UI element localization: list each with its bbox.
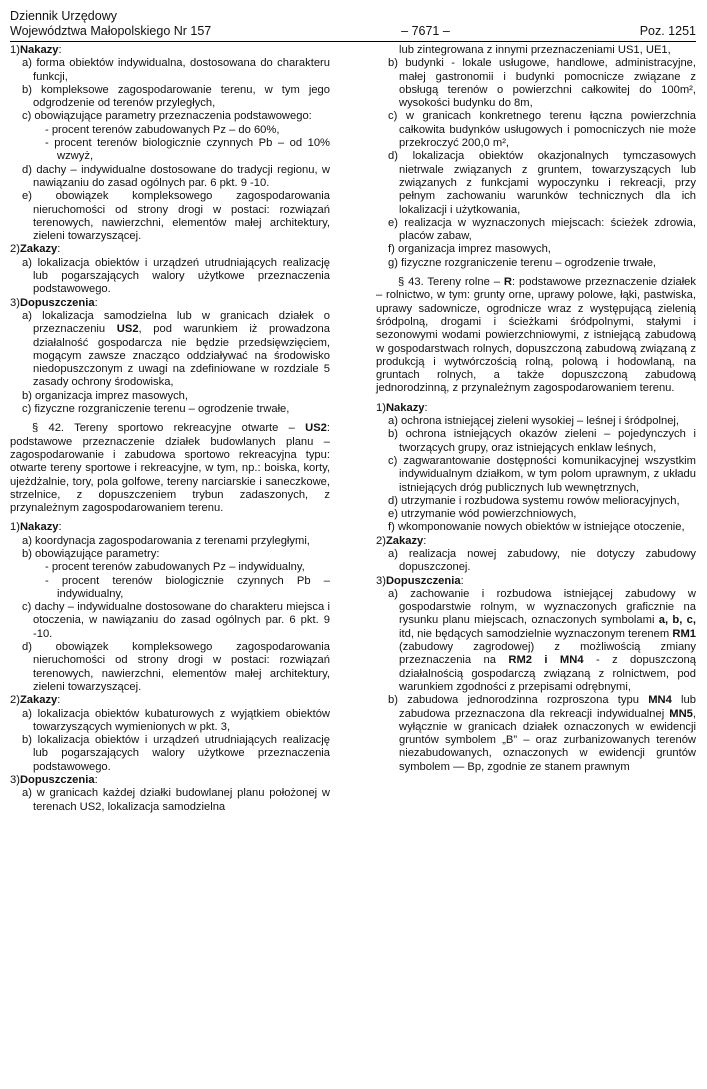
page-header <box>10 9 696 39</box>
section-title: Nakazy <box>19 44 59 56</box>
section-heading <box>10 774 330 787</box>
text-segment: § 42. Tereny sportowo rekreacyjne otwarte – <box>32 422 306 435</box>
sub-list-item <box>10 124 330 137</box>
list-item <box>10 57 330 84</box>
bold-term: RM1 <box>672 627 696 640</box>
section-number: 3) <box>10 296 20 309</box>
section-title: Nakazy <box>19 521 59 534</box>
item-text: d) dachy – indywidualne dostosowane do tradycji regionu, w nawiązaniu do zasad ogólnych par. 6 pkt. 9 -10. <box>22 163 330 189</box>
list-item <box>376 588 696 694</box>
paragraph <box>10 422 330 515</box>
item-text: c) dachy – indywidualne dostosowane do charakteru miejsca i otoczenia, w nawiązaniu do zasad ogólnych par. 6 pkt. 9 -10. <box>22 601 330 640</box>
section-heading <box>10 694 330 707</box>
bold-term: a, b, c, <box>658 614 696 627</box>
list-item <box>376 217 696 244</box>
item-text: c) zagwarantowanie dostępności komunikacyjnej wszystkim indywidualnym działkom, w tym polom uprawnym, z układu istniejących dróg publicznych lub wewnętrznych, <box>388 454 696 494</box>
item-text: e) obowiązek kompleksowego zagospodarowania nieruchomości od strony drogi w postaci: rozwiązań terenowych, nawierzchni, elementów małej architektury, zieleni towarzyszącej. <box>22 190 330 243</box>
journal-region: Województwa Małopolskiego Nr 157 <box>10 24 212 38</box>
text-segment: , pod warunkiem iż prowadzona działalność gospodarcza nie będzie przedsięwzięciem, mogącym zawsze znacząco oddziaływać na środowisko niedopuszczonym z uwagi na zdefiniowane w rozdziale 5 zasady ochrony środowiska, <box>33 323 330 389</box>
list-item <box>10 734 330 774</box>
list-item <box>10 390 330 403</box>
section-title: Zakazy <box>19 243 58 256</box>
sub-list-item <box>10 137 330 164</box>
text-segment: (zabudowy zagrodowej) z możliwością zmiany przeznaczenia na <box>399 641 696 667</box>
item-text: d) lokalizacja obiektów okazjonalnych tymczasowych nietrwale związanych z gruntem, towarzyszących lub związanych z funkcjami wypoczynku i rekreacji, przy pełnym zachowaniu warunków technicznych dla ich lokalizacji i użytkowania, <box>388 150 696 216</box>
section-title: Dopuszczenia <box>385 574 461 587</box>
text-segment: b) zabudowa jednorodzinna rozproszona typu <box>388 694 649 707</box>
section-number: 2) <box>376 534 386 547</box>
list-item <box>10 164 330 191</box>
list-item <box>376 694 696 774</box>
list-item <box>376 521 696 534</box>
item-text: a) forma obiektów indywidualna, dostosowana do charakteru funkcji, <box>22 57 330 83</box>
item-text: a) w granicach każdej działki budowlanej planu położonej w terenach US2, lokalizacja samodzielna <box>22 787 330 813</box>
list-item <box>376 415 696 428</box>
list-item <box>376 257 696 270</box>
item-text: lub zintegrowana z innymi przeznaczeniami US1, UE1, <box>399 44 671 56</box>
bold-term: R <box>503 276 512 289</box>
section-number: 1) <box>10 44 20 56</box>
item-text: d) utrzymanie i rozbudowa systemu rowów melioracyjnych, <box>388 494 680 507</box>
paragraph <box>376 276 696 396</box>
list-item <box>376 57 696 110</box>
section-colon: : <box>423 534 427 547</box>
section-colon: : <box>58 44 62 56</box>
continued-text <box>376 44 696 57</box>
item-text: c) fizyczne rozgraniczenie terenu – ogrodzenie trwałe, <box>22 403 290 416</box>
text-segment: - z dopuszczoną działalnością gospodarczą związaną z rolnictwem, pod warunkiem zgodności z przepisami odrębnymi, <box>399 654 696 693</box>
list-item <box>10 310 330 390</box>
list-item <box>10 110 330 123</box>
section-colon: : <box>57 243 61 256</box>
section-colon: : <box>94 296 98 309</box>
list-item <box>10 403 330 416</box>
bold-term: MN5 <box>669 707 693 720</box>
list-item <box>10 257 330 297</box>
section-number: 1) <box>376 401 386 414</box>
left-column <box>10 44 330 814</box>
item-text: - procent terenów zabudowanych Pz – do 60%, <box>45 123 280 136</box>
list-item <box>10 535 330 548</box>
section-number: 3) <box>10 774 20 787</box>
header-divider <box>10 41 696 42</box>
item-text: c) w granicach konkretnego terenu łączna powierzchnia całkowita budynków usługowych i pomocniczych nie może przekroczyć 200,0 m², <box>388 110 696 150</box>
item-text: e) utrzymanie wód powierzchniowych, <box>388 508 577 521</box>
list-item <box>10 641 330 694</box>
item-text: a) lokalizacja obiektów i urządzeń utrudniających realizację lub pogarszających walory użytkowe przeznaczenia podstawowego. <box>22 256 330 296</box>
item-text: g) fizyczne rozgraniczenie terenu – ogrodzenie trwałe, <box>388 256 657 269</box>
page-number: – 7671 – <box>401 24 450 38</box>
position-number: Poz. 1251 <box>639 24 696 38</box>
list-item <box>376 548 696 575</box>
section-number: 3) <box>376 574 386 587</box>
section-colon: : <box>424 401 428 414</box>
item-text: f) organizacja imprez masowych, <box>388 243 551 256</box>
right-column <box>376 44 696 774</box>
section-heading <box>376 402 696 415</box>
section-number: 2) <box>10 243 20 256</box>
text-segment: a) lokalizacja samodzielna lub w granicach działek o przeznaczeniu <box>22 309 330 336</box>
list-item <box>376 243 696 256</box>
section-heading <box>10 44 330 57</box>
bold-term: US2 <box>116 323 139 336</box>
list-item <box>10 708 330 735</box>
text-segment: : podstawowe przeznaczenie działek – rolnictwo, w tym: grunty orne, uprawy polowe, łąki, pastwiska, uprawy sadownicze, ogrodnicze wraz z występującą zielenią śródpolną, drogami i ścieżkami śródpolnymi, stałymi i sezonowymi wodami powierzchniowymi, z istniejącą zabudową w gospodarstwach rolnych, dopuszczoną zabudową związaną z produkcją i wytwórczością rolną, polową i hodowlaną, na gruntach rolnych, a także dopuszczoną zabudową jednorodzinną, z przynależnym zagospodarowaniem terenu. <box>376 276 697 395</box>
list-item <box>376 495 696 508</box>
section-heading <box>10 521 330 534</box>
section-title: Dopuszczenia <box>19 296 95 309</box>
item-text: b) kompleksowe zagospodarowanie terenu, w tym jego odgrodzenie od terenów przyległych, <box>22 83 330 110</box>
section-colon: : <box>94 774 98 787</box>
section-number: 2) <box>10 694 20 707</box>
section-colon: : <box>460 574 464 587</box>
item-text: b) ochrona istniejących okazów zieleni – pojedynczych i tworzących grupy, oraz istniejących enklaw leśnych, <box>388 428 696 454</box>
section-title: Dopuszczenia <box>19 774 95 787</box>
item-text: a) koordynacja zagospodarowania z terenami przyległymi, <box>22 534 310 547</box>
item-text: b) lokalizacja obiektów i urządzeń utrudniających realizację lub pogarszających walory użytkowe przeznaczenia podstawowego. <box>22 734 330 773</box>
sub-list-item <box>10 561 330 574</box>
text-segment: , wyłącznie w granicach działek oznaczonych w ewidencji gruntów symbolem „B” – oraz zurbanizowanych terenów niezabudowanych, oznaczonych w ewidencji gruntów symbolem — Bp, zgodnie ze stanem prawnym <box>399 707 696 773</box>
item-text: a) ochrona istniejącej zieleni wysokiej – leśnej i śródpolnej, <box>388 415 680 428</box>
item-text: f) wkomponowanie nowych obiektów w istniejące otoczenie, <box>388 521 685 534</box>
list-item <box>376 150 696 216</box>
bold-term: RM2 i MN4 <box>508 654 584 667</box>
section-title: Zakazy <box>19 694 58 707</box>
list-item <box>376 508 696 521</box>
list-item <box>376 455 696 495</box>
list-item <box>10 190 330 243</box>
text-segment: lub zabudowa przeznaczona dla rekreacji indywidualnej <box>399 694 696 720</box>
item-text: c) obowiązujące parametry przeznaczenia podstawowego: <box>22 110 312 123</box>
item-text: a) lokalizacja obiektów kubaturowych z wyjątkiem obiektów towarzyszących wymienionych w pkt. 3, <box>22 707 330 733</box>
item-text: - procent terenów biologicznie czynnych Pb – od 10% wzwyż, <box>45 137 330 163</box>
section-heading <box>376 575 696 588</box>
list-item <box>10 787 330 814</box>
section-number: 1) <box>10 521 20 534</box>
item-text: b) budynki - lokale usługowe, handlowe, administracyjne, małej gastronomii i budynki pomocnicze związane z obsługą terenów o powierzchni całkowitej do 100m², wysokości budynku do 8m, <box>388 57 696 110</box>
section-heading <box>10 297 330 310</box>
text-segment: a) zachowanie i rozbudowa istniejącej zabudowy w gospodarstwie rolnym, w wyznaczonych graficznie na rysunku planu miejscach, oznaczonych symbolami <box>388 587 696 627</box>
bold-term: MN4 <box>648 694 672 707</box>
text-segment: : podstawowe przeznaczenie działek budowlanych planu – zagospodarowanie i zabudowa sportowo rekreacyjna typu: otwarte tereny sportowe i rekreacyjne, w tym, np.: boiska, korty, ujeżdżalnie, tory, pola golfowe, tereny narciarskie i saneczkowe, strzelnice, z dopuszczeniem trybun zadaszonych, z przynależnym zagospodarowaniem terenu. <box>10 422 330 515</box>
item-text: - procent terenów zabudowanych Pz – indywidualny, <box>45 561 305 574</box>
section-title: Nakazy <box>385 401 425 414</box>
section-title: Zakazy <box>385 534 424 547</box>
section-heading <box>376 535 696 548</box>
journal-title: Dziennik Urzędowy <box>10 9 117 23</box>
text-segment: § 43. Tereny rolne – <box>398 276 504 289</box>
item-text: b) obowiązujące parametry: <box>22 547 160 560</box>
bold-term: US2 <box>305 422 327 435</box>
section-colon: : <box>58 521 62 534</box>
list-item <box>10 601 330 641</box>
item-text: a) realizacja nowej zabudowy, nie dotyczy zabudowy dopuszczonej. <box>388 547 696 574</box>
list-item <box>10 84 330 111</box>
list-item <box>10 548 330 561</box>
section-heading <box>10 243 330 256</box>
list-item <box>376 428 696 455</box>
sub-list-item <box>10 575 330 602</box>
text-segment: itd, nie będących samodzielnie wyznaczonym terenem <box>399 627 673 640</box>
item-text: d) obowiązek kompleksowego zagospodarowania nieruchomości od strony drogi w postaci: rozwiązań terenowych, nawierzchni, elementów małej architektury, zieleni towarzyszącej. <box>22 641 330 693</box>
item-text: - procent terenów biologicznie czynnych Pb – indywidualny, <box>45 574 330 600</box>
header-row <box>10 24 696 39</box>
item-text: b) organizacja imprez masowych, <box>22 389 189 402</box>
list-item <box>376 110 696 150</box>
item-text: e) realizacja w wyznaczonych miejscach: ścieżek zdrowia, placów zabaw, <box>388 216 696 243</box>
section-colon: : <box>57 694 61 707</box>
